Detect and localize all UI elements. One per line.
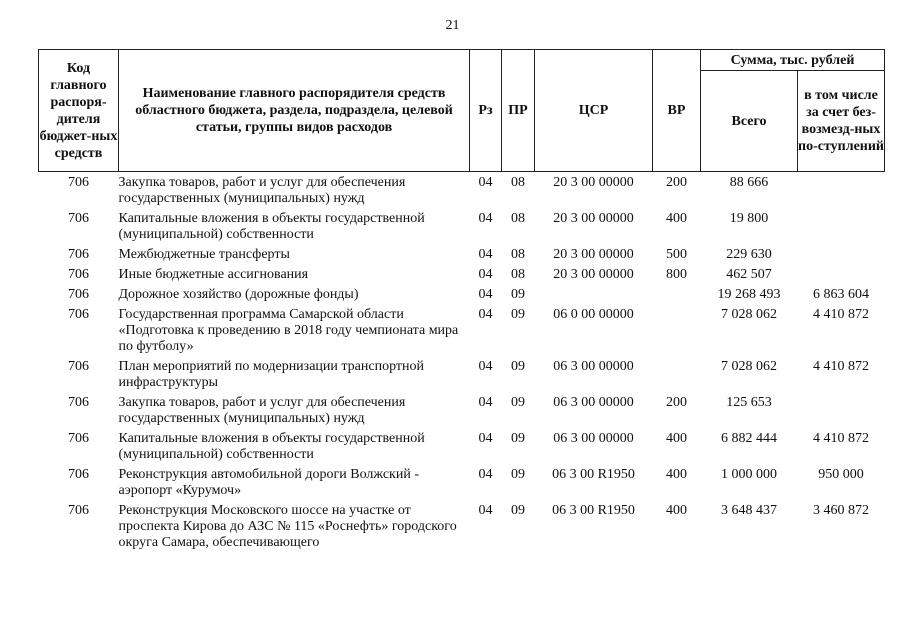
cell-vr: 400 (666, 467, 687, 482)
cell-code: 706 (68, 307, 89, 322)
cell-pr: 08 (511, 175, 525, 190)
cell-name: Закупка товаров, работ и услуг для обеспечения государственных (муниципальных) нужд (118, 175, 406, 206)
cell-code: 706 (68, 267, 89, 282)
cell-pr: 09 (511, 359, 525, 374)
cell-grants: 4 410 872 (813, 307, 869, 322)
cell-code: 706 (68, 287, 89, 302)
table-row (39, 264, 885, 284)
cell-csr (535, 284, 653, 304)
cell-rz: 04 (478, 267, 493, 282)
cell-grants: 3 460 872 (813, 503, 869, 518)
table-row (39, 208, 885, 244)
cell-csr: 06 3 00 R1950 (552, 467, 635, 482)
cell-grants: 6 863 604 (813, 287, 869, 302)
cell-rz: 04 (478, 247, 493, 262)
cell-total: 7 028 062 (721, 307, 777, 322)
cell-pr: 09 (511, 503, 525, 518)
cell-total: 3 648 437 (721, 503, 777, 518)
cell-grants (798, 392, 885, 428)
cell-pr: 09 (511, 287, 525, 302)
cell-code: 706 (68, 247, 89, 262)
cell-total: 125 653 (726, 395, 772, 410)
header-vr: ВР (653, 50, 701, 172)
cell-total: 229 630 (726, 247, 772, 262)
header-sum: Сумма, тыс. рублей (701, 50, 885, 71)
table-body (39, 172, 885, 553)
cell-total: 88 666 (729, 175, 769, 190)
cell-vr: 200 (666, 395, 687, 410)
cell-pr: 09 (511, 307, 525, 322)
cell-code: 706 (68, 467, 89, 482)
cell-pr: 08 (511, 247, 525, 262)
cell-pr: 09 (511, 395, 525, 410)
table-row (39, 356, 885, 392)
header-total: Всего (701, 71, 798, 172)
table-row (39, 304, 885, 356)
cell-pr: 09 (511, 467, 525, 482)
cell-rz: 04 (478, 287, 493, 302)
header-rz: Рз (470, 50, 502, 172)
cell-grants (798, 244, 885, 264)
cell-rz: 04 (478, 211, 493, 226)
cell-code: 706 (68, 431, 89, 446)
cell-csr: 20 3 00 00000 (553, 175, 634, 190)
cell-pr: 08 (511, 211, 525, 226)
cell-name: План мероприятий по модернизации транспортной инфраструктуры (118, 359, 425, 390)
cell-name: Дорожное хозяйство (дорожные фонды) (118, 287, 359, 302)
cell-name: Закупка товаров, работ и услуг для обеспечения государственных (муниципальных) нужд (118, 395, 406, 426)
cell-name: Иные бюджетные ассигнования (118, 267, 309, 282)
cell-pr: 08 (511, 267, 525, 282)
cell-csr: 20 3 00 00000 (553, 211, 634, 226)
cell-rz: 04 (478, 467, 493, 482)
table-row (39, 500, 885, 552)
cell-vr: 400 (666, 431, 687, 446)
cell-vr: 400 (666, 211, 687, 226)
cell-grants (798, 208, 885, 244)
cell-csr: 20 3 00 00000 (553, 267, 634, 282)
cell-name: Капитальные вложения в объекты государственной (муниципальной) собственности (118, 211, 425, 242)
cell-pr: 09 (511, 431, 525, 446)
table-row (39, 392, 885, 428)
table-row (39, 464, 885, 500)
header-name: Наименование главного распорядителя средств областного бюджета, раздела, подраздела, целевой статьи, группы видов расходов (119, 50, 470, 172)
cell-code: 706 (68, 359, 89, 374)
header-pr: ПР (502, 50, 535, 172)
header-grants: в том числе за счет без-возмезд-ных по-ступлений (798, 71, 885, 172)
cell-grants: 950 000 (818, 467, 864, 482)
cell-name: Капитальные вложения в объекты государственной (муниципальной) собственности (118, 431, 425, 462)
cell-vr: 200 (666, 175, 687, 190)
cell-total: 19 800 (729, 211, 769, 226)
cell-vr (653, 356, 701, 392)
cell-rz: 04 (478, 503, 493, 518)
cell-code: 706 (68, 175, 89, 190)
cell-total: 19 268 493 (717, 287, 781, 302)
table-row (39, 284, 885, 304)
cell-rz: 04 (478, 395, 493, 410)
cell-grants (798, 264, 885, 284)
cell-csr: 06 3 00 R1950 (552, 503, 635, 518)
table-row (39, 428, 885, 464)
cell-name: Государственная программа Самарской области «Подготовка к проведению в 2018 году чемпионата мира по футболу» (118, 307, 459, 354)
cell-code: 706 (68, 503, 89, 518)
cell-total: 6 882 444 (721, 431, 777, 446)
cell-grants: 4 410 872 (813, 359, 869, 374)
cell-csr: 06 3 00 00000 (553, 395, 634, 410)
cell-csr: 06 0 00 00000 (553, 307, 634, 322)
cell-rz: 04 (478, 307, 493, 322)
cell-rz: 04 (478, 175, 493, 190)
table-row (39, 244, 885, 264)
cell-vr: 800 (666, 267, 687, 282)
cell-name: Реконструкция автомобильной дороги Волжский - аэропорт «Курумоч» (118, 467, 419, 498)
header-code: Код главного распоря-дителя бюджет-ных средств (39, 50, 119, 172)
cell-grants (798, 172, 885, 209)
cell-csr: 20 3 00 00000 (553, 247, 634, 262)
page-number: 21 (445, 18, 460, 33)
cell-code: 706 (68, 211, 89, 226)
cell-csr: 06 3 00 00000 (553, 431, 634, 446)
cell-rz: 04 (478, 359, 493, 374)
cell-total: 1 000 000 (721, 467, 777, 482)
cell-vr: 400 (666, 503, 687, 518)
cell-vr (653, 284, 701, 304)
table-header (39, 50, 885, 172)
cell-total: 7 028 062 (721, 359, 777, 374)
cell-rz: 04 (478, 431, 493, 446)
table-row (39, 172, 885, 209)
budget-table (38, 49, 885, 552)
cell-csr: 06 3 00 00000 (553, 359, 634, 374)
cell-grants: 4 410 872 (813, 431, 869, 446)
cell-vr (653, 304, 701, 356)
cell-code: 706 (68, 395, 89, 410)
cell-name: Межбюджетные трансферты (118, 247, 290, 262)
cell-name: Реконструкция Московского шоссе на участке от проспекта Кирова до АЗС № 115 «Роснефть» городского округа Самара, обеспечивающего (118, 503, 457, 550)
header-csr: ЦСР (535, 50, 653, 172)
cell-vr: 500 (666, 247, 687, 262)
cell-total: 462 507 (726, 267, 772, 282)
